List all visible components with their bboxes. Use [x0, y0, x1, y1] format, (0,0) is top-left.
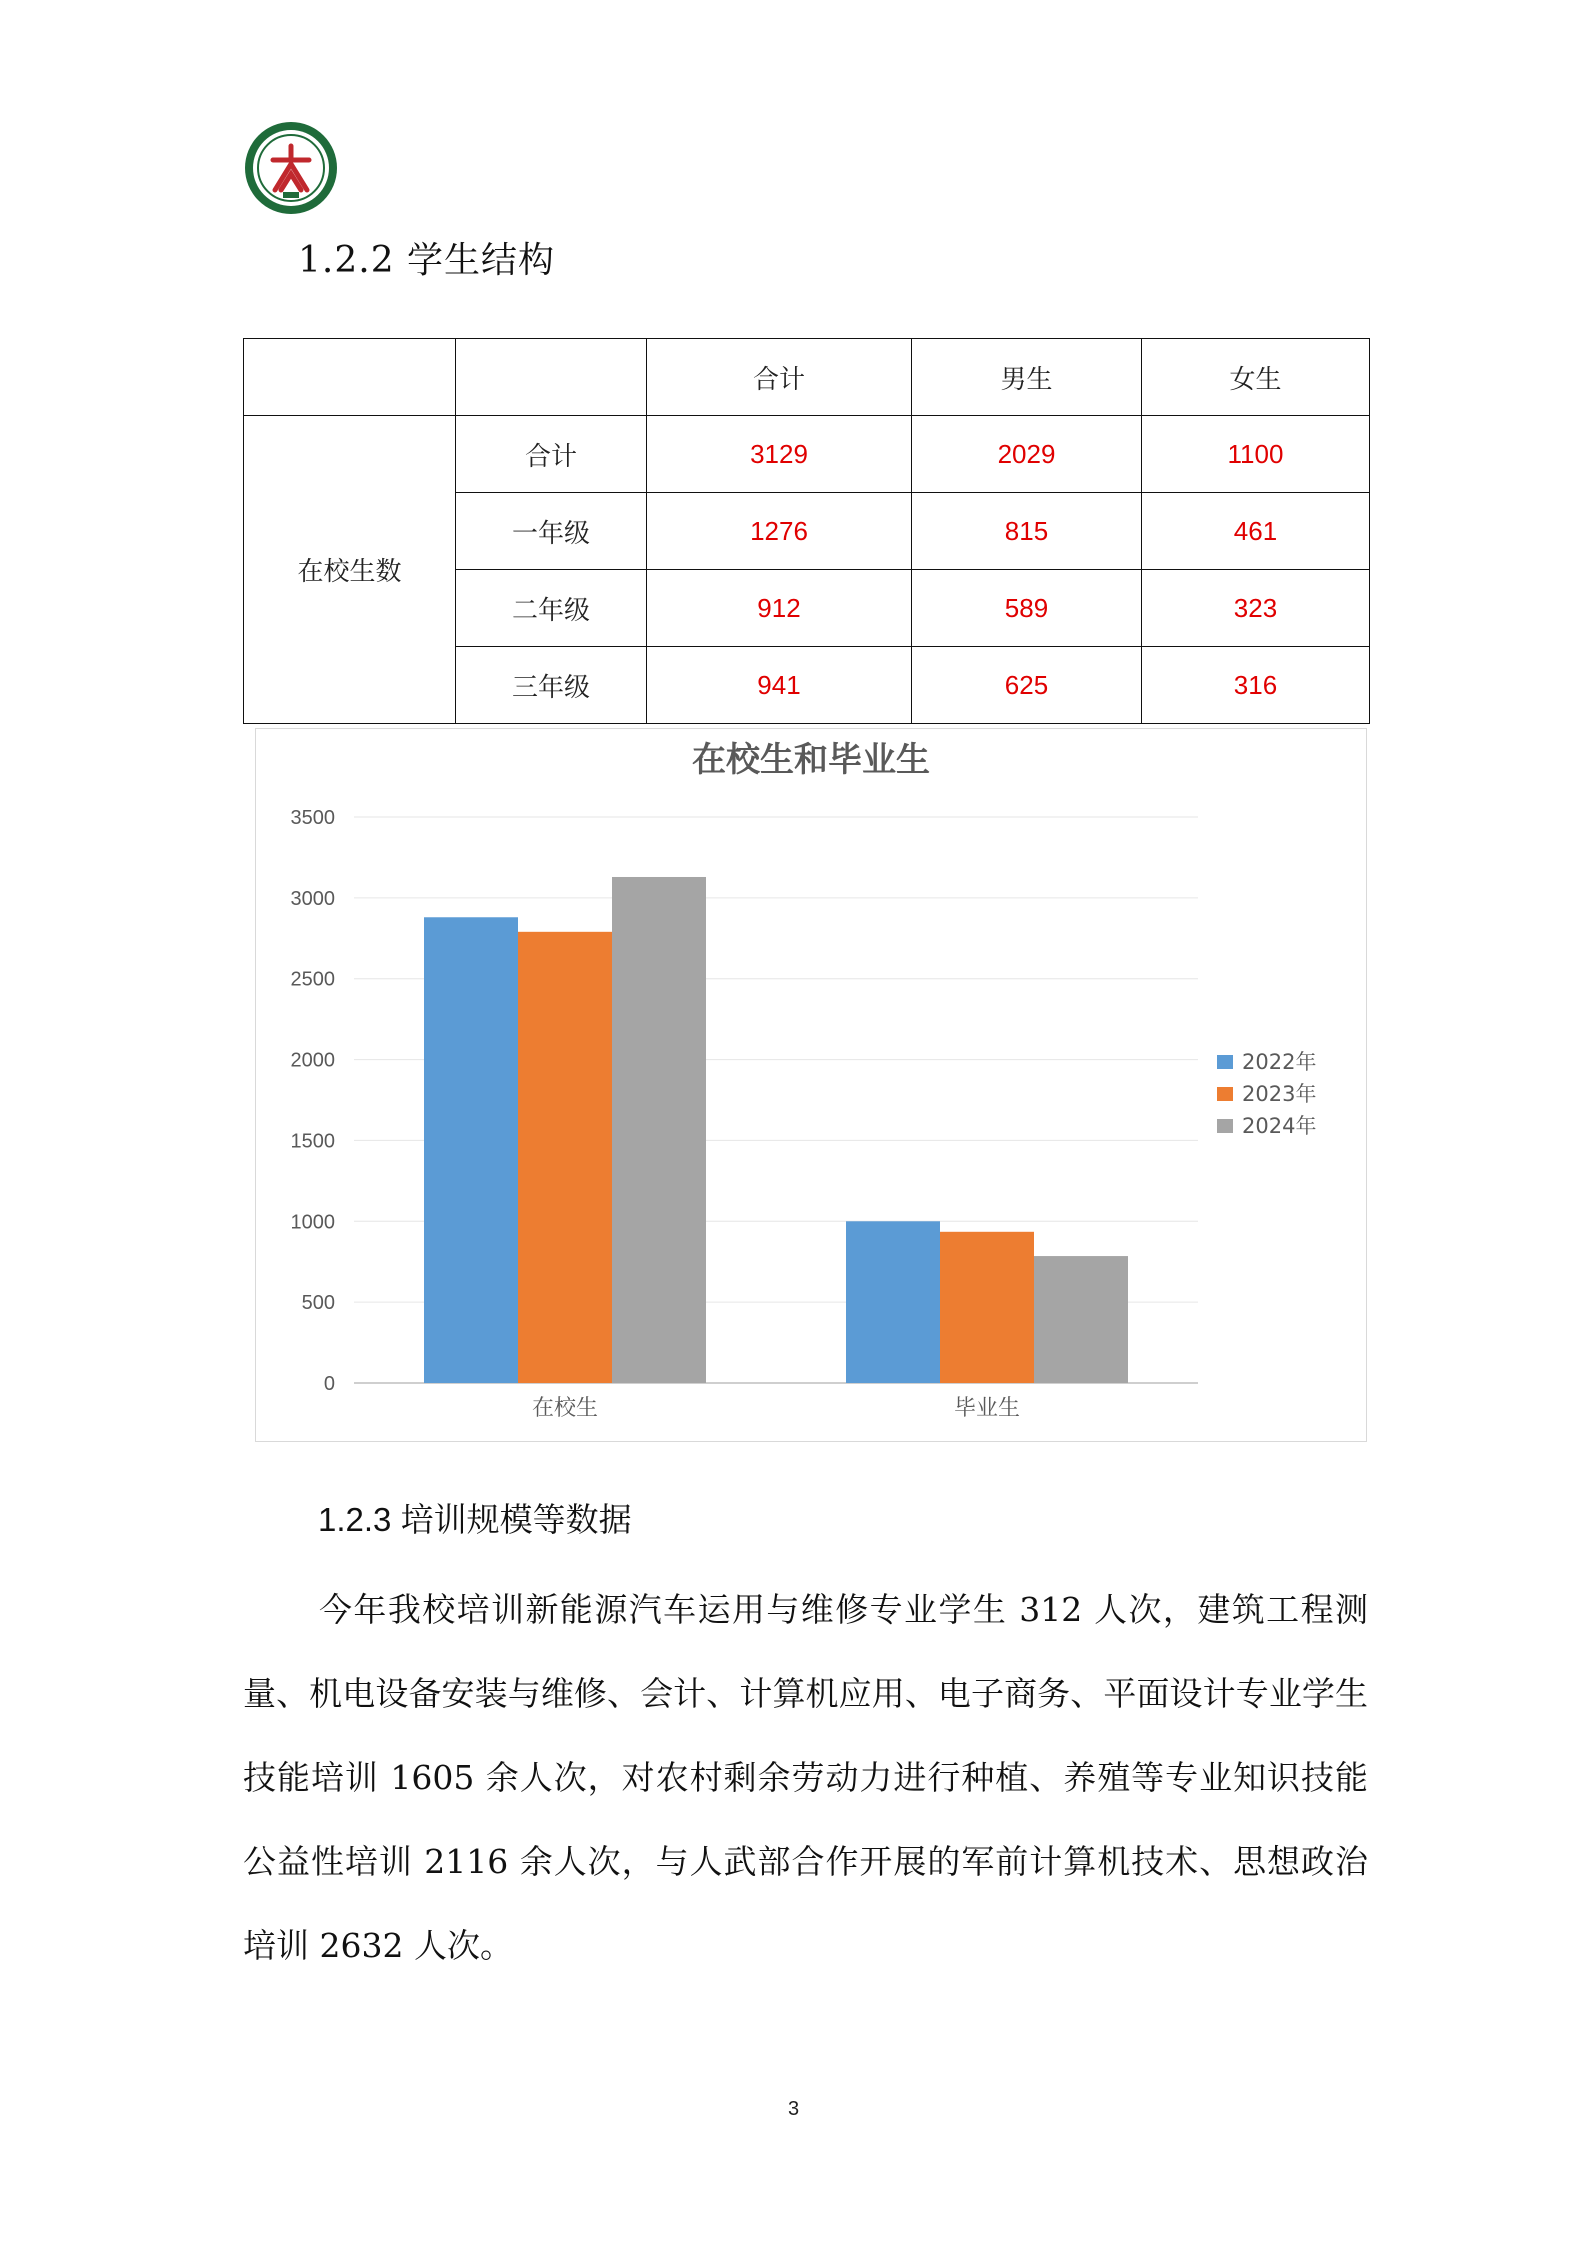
legend-label: 2022年 [1242, 1050, 1317, 1074]
cell-female: 461 [1142, 493, 1370, 570]
row-label: 合计 [456, 416, 647, 493]
x-tick-label: 毕业生 [953, 1396, 1021, 1421]
header-cell [244, 339, 456, 416]
bar [518, 932, 612, 1383]
header-total: 合计 [647, 339, 912, 416]
subsection-title: 1.2.3 培训规模等数据 [318, 1501, 632, 1538]
cell-female: 316 [1142, 647, 1370, 724]
student-structure-table [243, 338, 1370, 724]
table-header-row [244, 339, 1370, 416]
group-label: 在校生数 [244, 416, 456, 724]
cell-male: 589 [912, 570, 1142, 647]
x-tick-label: 在校生 [531, 1396, 599, 1421]
y-tick-label: 3000 [290, 887, 335, 910]
bar-chart [255, 728, 1367, 1442]
y-tick-label: 2000 [290, 1049, 335, 1072]
cell-total: 941 [647, 647, 912, 724]
section-title: 1.2.2 学生结构 [298, 240, 556, 281]
header-female: 女生 [1142, 339, 1370, 416]
bar [1034, 1256, 1128, 1383]
cell-total: 3129 [647, 416, 912, 493]
cell-female: 1100 [1142, 416, 1370, 493]
cell-female: 323 [1142, 570, 1370, 647]
y-tick-label: 2500 [290, 968, 335, 991]
legend-swatch [1217, 1087, 1233, 1101]
row-label: 二年级 [456, 570, 647, 647]
legend-label: 2024年 [1242, 1114, 1317, 1138]
cell-male: 625 [912, 647, 1142, 724]
legend-swatch [1217, 1119, 1233, 1133]
table-row [244, 416, 1370, 493]
header-male: 男生 [912, 339, 1142, 416]
cell-total: 912 [647, 570, 912, 647]
bar [612, 877, 706, 1383]
school-logo-icon [243, 120, 339, 216]
header-cell [456, 339, 647, 416]
chart-title: 在校生和毕业生 [692, 740, 930, 780]
y-tick-label: 1000 [290, 1211, 335, 1234]
cell-total: 1276 [647, 493, 912, 570]
y-tick-label: 3500 [290, 807, 335, 829]
page-number: 3 [787, 2098, 800, 2120]
y-tick-label: 500 [301, 1292, 335, 1315]
row-label: 三年级 [456, 647, 647, 724]
legend-swatch [1217, 1055, 1233, 1069]
body-paragraph: 今年我校培训新能源汽车运用与维修专业学生 312 人次，建筑工程测量、机电设备安装与维修、会计、计算机应用、电子商务、平面设计专业学生技能培训 1605 余人次，对农村剩余劳动力进行种植、养殖等专业知识技能公益性培训 2116 余人次，与人武部合作开展的军前计算机技术、思想政治培训 2632 人次。 [243, 1590, 1368, 1965]
legend-label: 2023年 [1242, 1082, 1317, 1106]
bar [424, 917, 518, 1383]
cell-male: 2029 [912, 416, 1142, 493]
bar [846, 1221, 940, 1383]
y-tick-label: 1500 [290, 1130, 335, 1153]
row-label: 一年级 [456, 493, 647, 570]
chart-svg [256, 729, 1366, 1441]
bar [940, 1232, 1034, 1383]
cell-male: 815 [912, 493, 1142, 570]
y-tick-label: 0 [323, 1373, 335, 1395]
